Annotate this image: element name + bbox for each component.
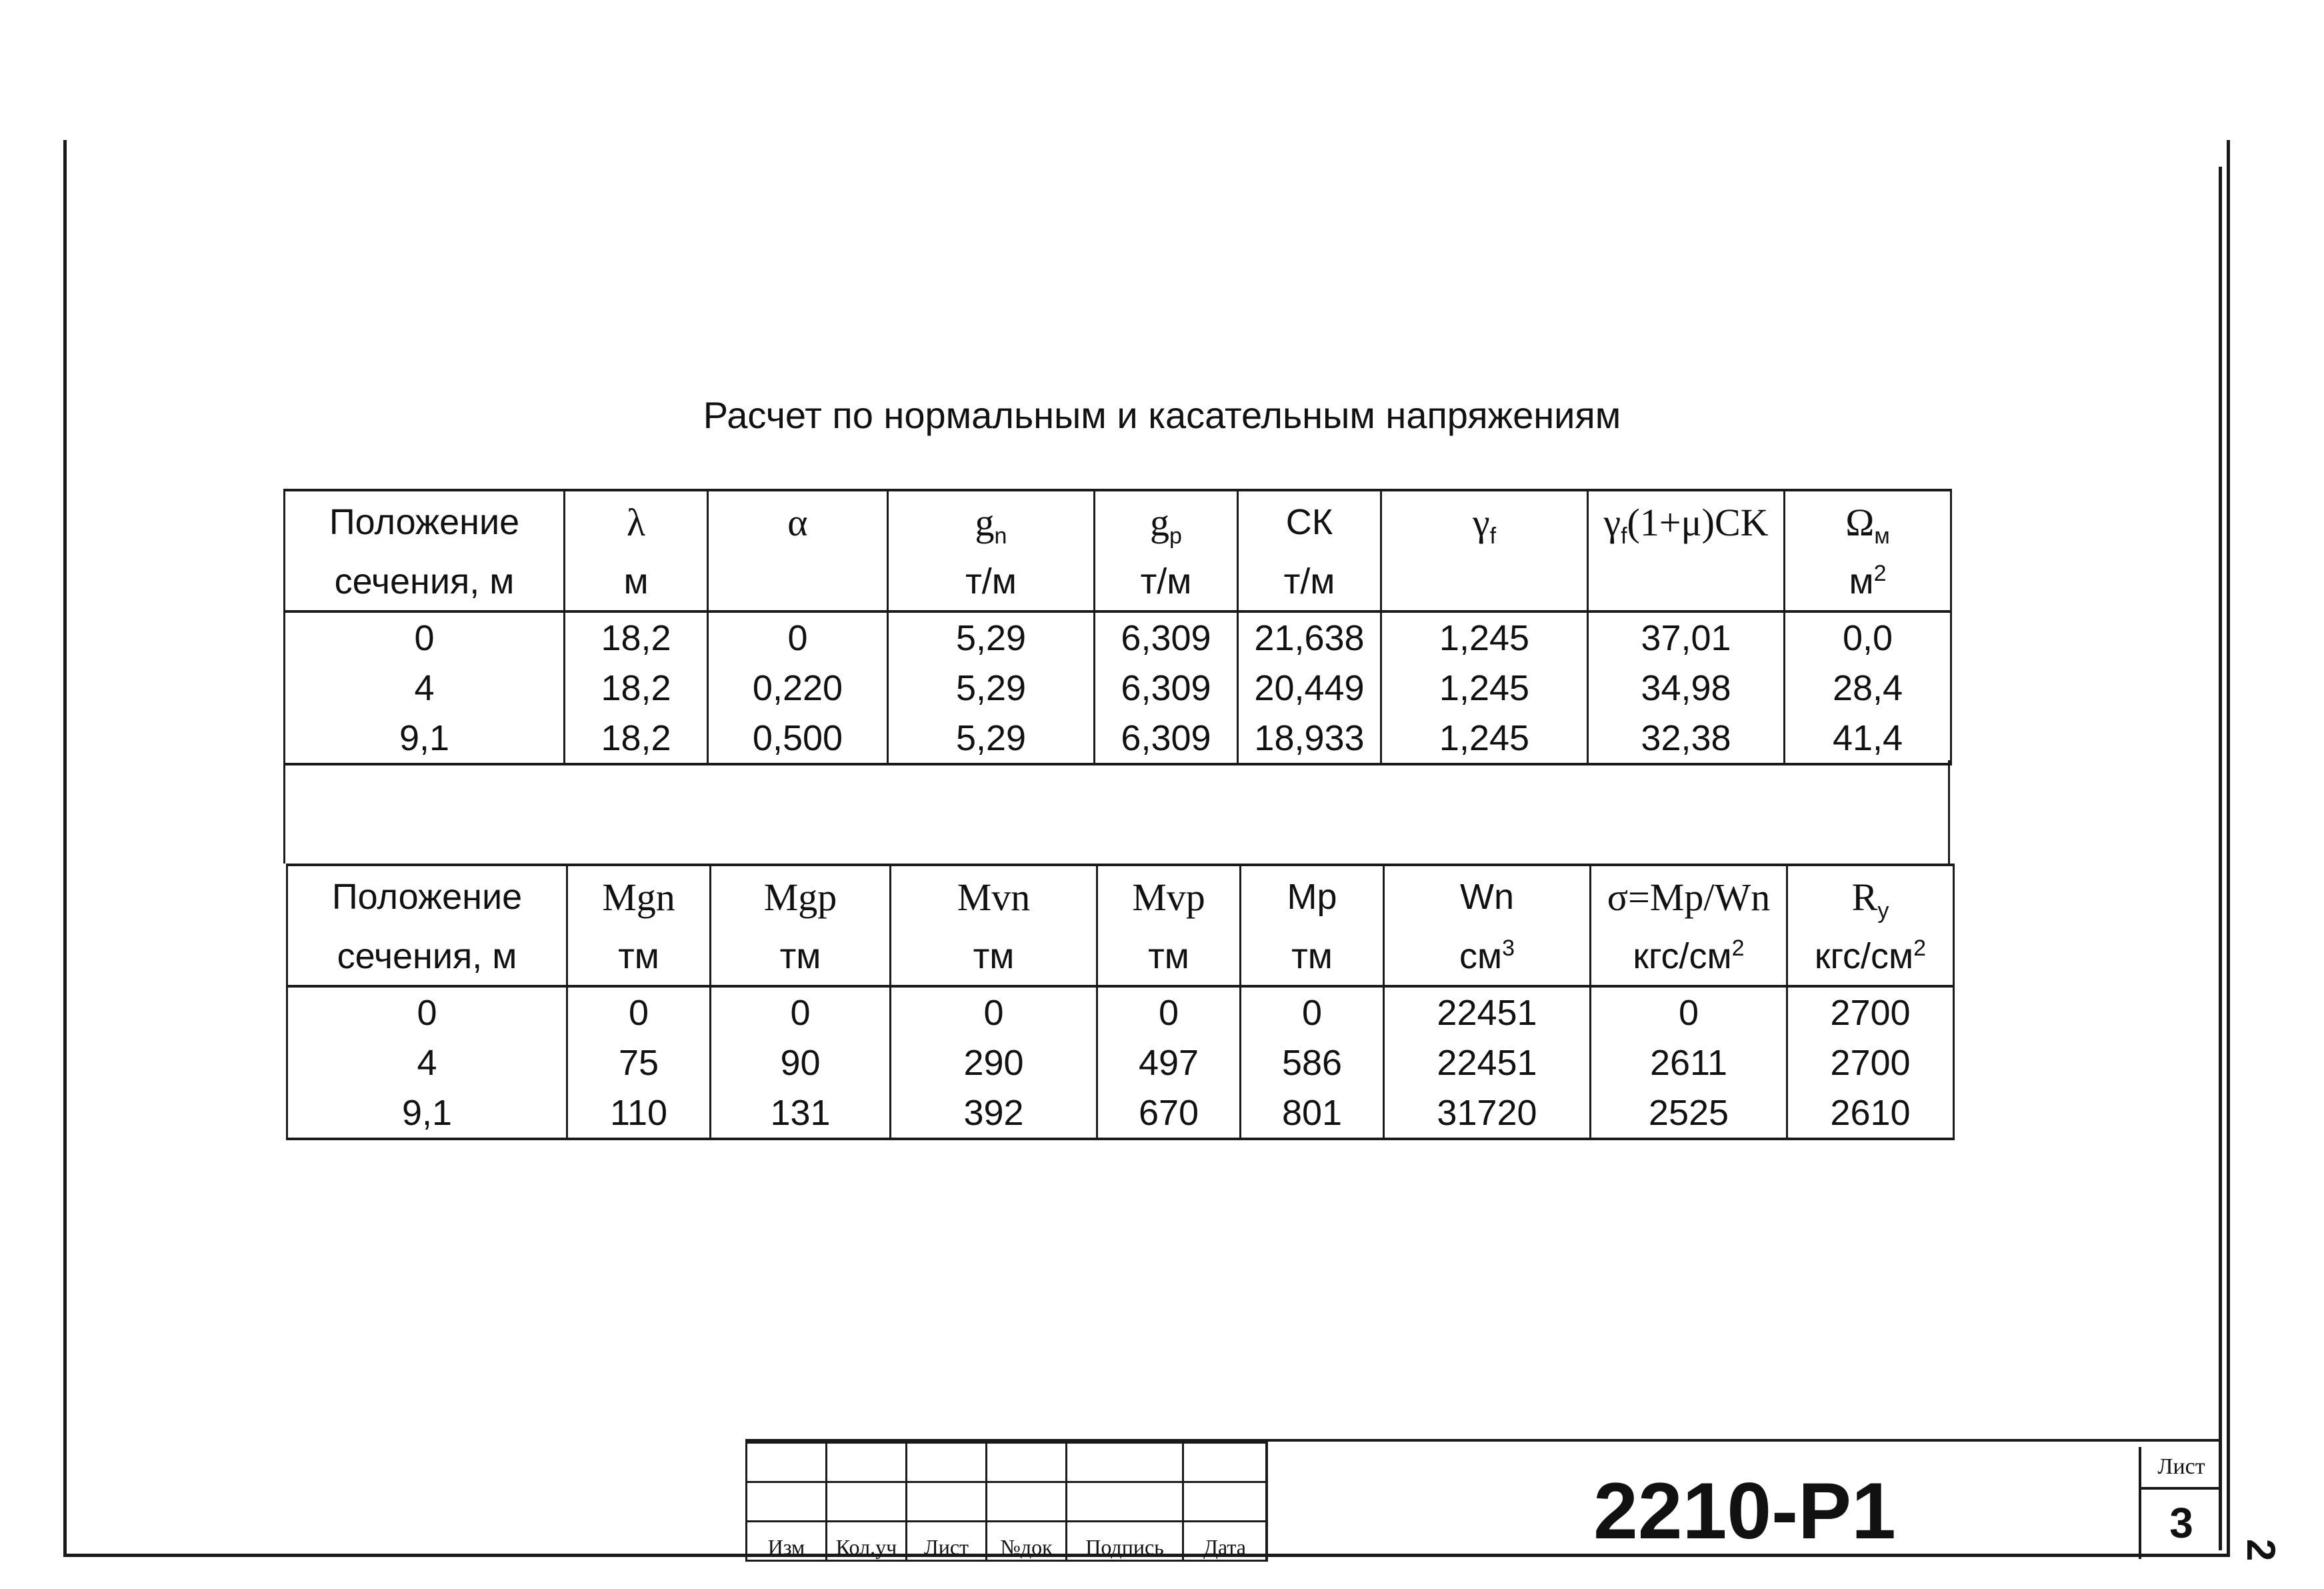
stress-table-2 [286, 864, 1955, 1140]
table-row [287, 986, 1954, 1038]
table-cell: 0 [287, 986, 567, 1038]
table-row [287, 1038, 1954, 1088]
table-cell: 18,2 [565, 713, 708, 764]
header-cell [1238, 553, 1381, 611]
header-cell [888, 553, 1095, 611]
header-row-symbols [287, 865, 1954, 928]
header-cell [565, 553, 708, 611]
header-unit-superscript: 2 [1913, 936, 1927, 961]
document-title [0, 393, 2324, 437]
table-cell: 9,1 [285, 713, 565, 764]
sheet-label: Лист [2141, 1447, 2221, 1490]
header-cell [711, 928, 891, 986]
header-symbol: Mp [1287, 877, 1337, 917]
table-cell: 32,38 [1588, 713, 1785, 764]
header-cell [711, 865, 891, 928]
table-cell: 586 [1241, 1038, 1384, 1088]
table-cell: 34,98 [1588, 663, 1785, 713]
table-cell: 0 [711, 986, 891, 1038]
header-cell [1241, 928, 1384, 986]
drawing-frame-right-edge [2219, 167, 2222, 1550]
table-cell: 4 [287, 1038, 567, 1088]
header-unit: сечения, м [337, 936, 517, 976]
header-symbol: Положение [331, 877, 523, 917]
header-cell [1381, 553, 1588, 611]
header-symbol: α [787, 500, 808, 544]
header-unit: тм [779, 936, 821, 976]
table-cell: 0 [285, 611, 565, 663]
table-cell: 0 [891, 986, 1097, 1038]
table-cell: 0 [567, 986, 711, 1038]
header-cell [1787, 928, 1954, 986]
table-cell: 21,638 [1238, 611, 1381, 663]
header-cell [708, 490, 888, 553]
table-cell: 2700 [1787, 1038, 1954, 1088]
header-cell [1785, 490, 1951, 553]
table-cell: 18,2 [565, 663, 708, 713]
header-symbol: Mgp [763, 875, 837, 919]
header-cell [1095, 490, 1238, 553]
table-cell: 9,1 [287, 1088, 567, 1139]
table-cell: 75 [567, 1038, 711, 1088]
table-cell: 2610 [1787, 1088, 1954, 1139]
document-title-text: Расчет по нормальным и касательным напряжениям [703, 394, 1621, 436]
table-cell: 6,309 [1095, 611, 1238, 663]
table-cell: 37,01 [1588, 611, 1785, 663]
header-unit-superscript: 3 [1502, 936, 1515, 961]
table-cell: 22451 [1384, 1038, 1591, 1088]
header-cell [1787, 865, 1954, 928]
table-spacer [283, 760, 1950, 864]
header-unit: тм [618, 936, 659, 976]
table-cell: 6,309 [1095, 663, 1238, 713]
table-cell: 2700 [1787, 986, 1954, 1038]
table-cell: 22451 [1384, 986, 1591, 1038]
header-subscript: f [1489, 523, 1497, 549]
header-subscript: p [1169, 523, 1182, 549]
header-cell [1097, 865, 1241, 928]
table-cell: 31720 [1384, 1088, 1591, 1139]
header-cell [285, 490, 565, 553]
table-cell: 90 [711, 1038, 891, 1088]
stress-table-1 [283, 489, 1952, 765]
header-cell [891, 865, 1097, 928]
table-cell: 0 [1591, 986, 1787, 1038]
table-row [287, 1088, 1954, 1139]
header-unit: т/м [965, 561, 1017, 601]
header-cell [1238, 490, 1381, 553]
header-unit: т/м [1140, 561, 1192, 601]
table-cell: 5,29 [888, 611, 1095, 663]
table-cell: 20,449 [1238, 663, 1381, 713]
table-cell: 5,29 [888, 663, 1095, 713]
header-unit: м [1849, 561, 1874, 601]
header-cell [1588, 490, 1785, 553]
table-cell: 0 [1241, 986, 1384, 1038]
header-symbol: Wn [1460, 877, 1514, 917]
header-subscript: f [1621, 523, 1627, 549]
header-row-units [285, 553, 1951, 611]
table-cell: 6,309 [1095, 713, 1238, 764]
header-subscript: n [994, 523, 1007, 549]
revision-column-label: Лист [907, 1522, 987, 1561]
sheet-number: 3 [2169, 1499, 2193, 1547]
header-symbol: R [1851, 875, 1878, 919]
revision-grid [745, 1442, 1267, 1562]
revision-column-label: Дата [1183, 1522, 1267, 1561]
header-unit: сечения, м [334, 561, 515, 601]
header-symbol: Положение [329, 502, 520, 542]
edge-page-number: 2 [2239, 1538, 2284, 1562]
header-symbol: σ=Mp/Wn [1607, 875, 1771, 919]
table-cell: 131 [711, 1088, 891, 1139]
header-symbol: g [975, 500, 995, 544]
table-cell: 2611 [1591, 1038, 1787, 1088]
revision-column-label: Изм [747, 1522, 827, 1561]
header-cell [565, 490, 708, 553]
header-symbol: Mvp [1132, 875, 1205, 919]
header-cell [287, 928, 567, 986]
header-unit: т/м [1283, 561, 1335, 601]
header-cell [891, 928, 1097, 986]
table-cell: 0,220 [708, 663, 888, 713]
table-cell: 670 [1097, 1088, 1241, 1139]
header-unit-superscript: 2 [1873, 561, 1887, 586]
sheet-cell [2139, 1447, 2221, 1559]
header-symbol: γ [1603, 500, 1621, 544]
revision-column-label: Подпись [1067, 1522, 1183, 1561]
header-cell [1785, 553, 1951, 611]
table-cell: 0,0 [1785, 611, 1951, 663]
table-cell: 28,4 [1785, 663, 1951, 713]
table-cell: 290 [891, 1038, 1097, 1088]
header-subscript: м [1874, 523, 1890, 549]
header-cell [1591, 865, 1787, 928]
header-cell [1591, 928, 1787, 986]
table-cell: 0 [708, 611, 888, 663]
header-cell [287, 865, 567, 928]
drawing-code-cell [1265, 1442, 2221, 1562]
table-cell: 0 [1097, 986, 1241, 1038]
header-cell [888, 490, 1095, 553]
table-cell: 801 [1241, 1088, 1384, 1139]
header-unit: м [623, 561, 649, 601]
header-cell [1384, 865, 1591, 928]
table-cell: 18,933 [1238, 713, 1381, 764]
table-cell: 497 [1097, 1038, 1241, 1088]
header-unit: кгс/см [1633, 936, 1732, 976]
revision-column-label: Кол.уч [827, 1522, 907, 1561]
table-cell: 1,245 [1381, 713, 1588, 764]
drawing-code: 2210-Р1 [1593, 1466, 1896, 1556]
header-unit: тм [1291, 936, 1333, 976]
title-block [745, 1439, 2219, 1562]
table-cell: 4 [285, 663, 565, 713]
header-subscript: y [1877, 898, 1889, 924]
header-symbol: λ [626, 500, 646, 544]
header-cell [567, 865, 711, 928]
table-cell: 1,245 [1381, 611, 1588, 663]
revision-column-label: №док [987, 1522, 1067, 1561]
header-cell [1384, 928, 1591, 986]
header-cell [567, 928, 711, 986]
header-suffix: (1+μ)CK [1627, 500, 1769, 544]
header-unit: кгс/см [1814, 936, 1914, 976]
header-cell [708, 553, 888, 611]
table-cell: 5,29 [888, 713, 1095, 764]
table-cell: 41,4 [1785, 713, 1951, 764]
header-unit-superscript: 2 [1731, 936, 1745, 961]
header-cell [1241, 865, 1384, 928]
header-unit: см [1459, 936, 1503, 976]
header-cell [1095, 553, 1238, 611]
table-row [285, 713, 1951, 764]
table-cell: 1,245 [1381, 663, 1588, 713]
header-cell [1097, 928, 1241, 986]
header-unit: тм [1148, 936, 1189, 976]
table-cell: 392 [891, 1088, 1097, 1139]
header-symbol: Mgn [602, 875, 675, 919]
header-cell [285, 553, 565, 611]
header-cell [1381, 490, 1588, 553]
header-symbol: Ω [1845, 500, 1875, 544]
header-unit: тм [973, 936, 1015, 976]
header-symbol: СК [1285, 502, 1333, 542]
table-cell: 18,2 [565, 611, 708, 663]
header-symbol: g [1150, 500, 1170, 544]
header-cell [1588, 553, 1785, 611]
header-symbol: Mvn [957, 875, 1031, 919]
header-symbol: γ [1472, 500, 1490, 544]
table-cell: 110 [567, 1088, 711, 1139]
header-row-units [287, 928, 1954, 986]
table-cell: 0,500 [708, 713, 888, 764]
table-cell: 2525 [1591, 1088, 1787, 1139]
header-row-symbols [285, 490, 1951, 553]
table-row [285, 611, 1951, 663]
table-row [285, 663, 1951, 713]
